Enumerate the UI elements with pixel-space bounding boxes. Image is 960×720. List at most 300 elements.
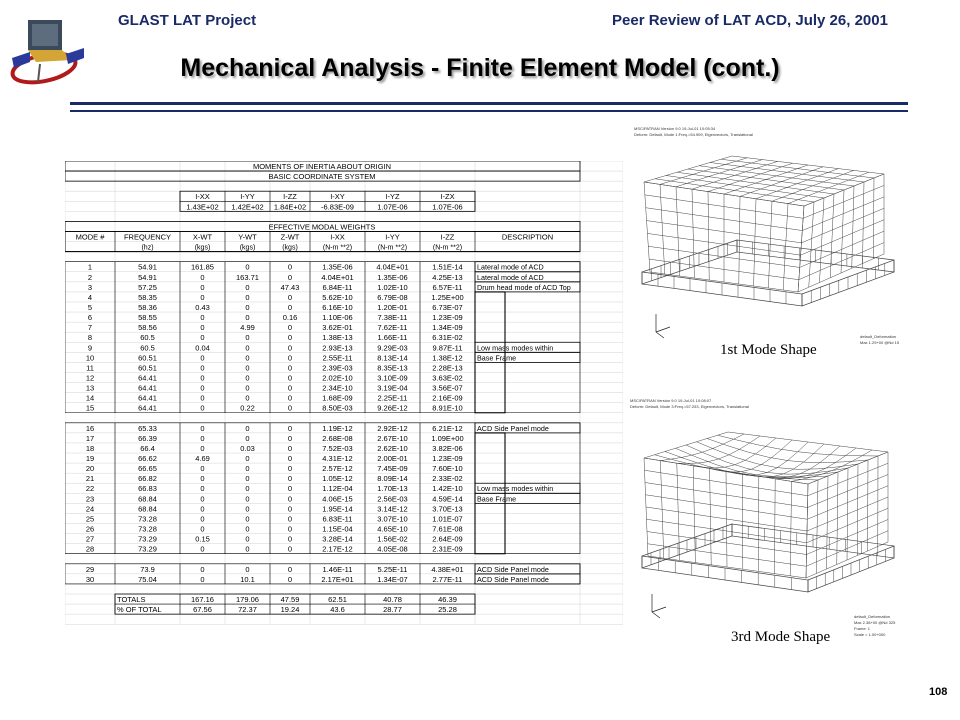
table-cell: 2.25E-11 [377, 393, 408, 403]
mesh-line [676, 187, 680, 276]
inertia-value: 1.07E-06 [377, 202, 408, 212]
table-cell: 7.60E-10 [432, 464, 463, 474]
page-number: 108 [929, 686, 948, 698]
table-cell: 10.1 [240, 574, 255, 584]
table-cell: 0 [287, 433, 293, 443]
figure-legend-text [860, 334, 900, 345]
table-cell: 73.29 [138, 534, 157, 544]
table-cell: 0 [287, 494, 293, 504]
inertia-value: -6.83E-09 [321, 202, 354, 212]
mesh-line [728, 432, 888, 452]
table-cell: 60.51 [138, 363, 157, 373]
table-cell: 2.33E-02 [432, 474, 463, 484]
table-cell: 0 [200, 574, 205, 584]
table-cell: 47.43 [280, 282, 300, 292]
figure-info-text [630, 398, 749, 409]
table-cell: 0 [200, 504, 205, 514]
table-cell: 1.70E-13 [377, 484, 408, 494]
figure-text: Frame: 1 [854, 626, 871, 631]
column-header: Y-WT [238, 232, 257, 242]
mode-number: 15 [85, 403, 95, 413]
description-text: Lateral mode of ACD [477, 272, 544, 282]
mesh-line [707, 439, 868, 463]
table-cell: 0 [245, 302, 250, 312]
table-cell: 0 [245, 464, 250, 474]
description-text: Lateral mode of ACD [477, 262, 544, 272]
table-cell: 0 [245, 484, 250, 494]
table-cell: 66.39 [138, 433, 157, 443]
description-text: ACD Side Panel mode [477, 564, 549, 574]
table-cell: 2.62E-10 [377, 443, 408, 453]
figure-text: Max 2.38+00 @Nd 325 [854, 620, 896, 625]
column-header: I-XX [330, 232, 345, 242]
column-header: I-ZZ [440, 232, 455, 242]
column-header: DESCRIPTION [501, 232, 554, 242]
table-cell: 0 [287, 474, 293, 484]
table-cell: 75.04 [138, 574, 157, 584]
mesh-line [677, 436, 760, 463]
percent-label: % OF TOTAL [117, 605, 162, 615]
fem-mesh [642, 432, 894, 592]
inertia-header: I-ZX [440, 192, 455, 202]
table-cell: 4.65E-10 [377, 524, 408, 534]
table-cell: 1.35E-06 [377, 272, 408, 282]
table-cell: 0 [200, 353, 205, 363]
table-cell: 2.31E-09 [432, 544, 463, 554]
table-cell: 0.43 [195, 302, 210, 312]
mesh-line [660, 434, 744, 461]
percent-value: 67.56 [193, 605, 212, 615]
mode-number: 28 [85, 544, 95, 554]
table-cell: 7.61E-08 [432, 524, 463, 534]
table-cell: 4.04E+01 [321, 272, 354, 282]
figure-caption: 1st Mode Shape [720, 342, 817, 358]
table-cell: 0 [287, 353, 293, 363]
table-cell: 0.16 [282, 313, 298, 323]
table-cell: 73.28 [138, 524, 157, 534]
table-cell: 3.63E-02 [432, 373, 463, 383]
figure-text: Deform: Default, Mode 1:Freq.=54.909, Eigenvectors, Translational [634, 132, 753, 137]
table-cell: 5.25E-11 [377, 564, 408, 574]
table-cell: 3.28E-14 [322, 534, 353, 544]
totals-value: 46.39 [438, 595, 457, 605]
column-unit: (N-m **2) [432, 244, 463, 252]
table-cell: 4.59E-14 [432, 494, 463, 504]
inertia-header: I-XX [195, 192, 210, 202]
mode-number: 10 [85, 353, 95, 363]
title-rule-secondary [70, 110, 908, 112]
percent-value: 19.24 [280, 605, 300, 615]
mode-number: 13 [85, 383, 95, 393]
mesh-line [718, 435, 879, 456]
table-cell: 1.38E-12 [432, 353, 463, 363]
table-cell: 0 [200, 494, 205, 504]
mesh-line [798, 254, 884, 292]
table-cell: 0 [200, 323, 205, 333]
table-cell: 0.03 [240, 443, 255, 453]
table-cell: 0 [287, 504, 293, 514]
figure-text: MSC/PATRAN Version 9.0 19-Jul-01 10:08:07 [630, 398, 712, 403]
inertia-value: 1.42E+02 [231, 202, 264, 212]
table-cell: 0 [287, 564, 293, 574]
column-unit: (N-m **2) [322, 244, 353, 252]
column-unit: (kgs) [239, 244, 256, 252]
table-cell: 68.84 [138, 494, 157, 504]
mode-number: 18 [85, 443, 95, 453]
table-cell: 7.62E-11 [377, 323, 408, 333]
table-cell: 4.69 [195, 454, 210, 464]
mode-number: 30 [85, 574, 95, 584]
table-cell: 64.41 [138, 393, 157, 403]
table-cell: 1.38E-13 [322, 333, 353, 343]
table-cell: 6.79E-08 [377, 292, 408, 302]
table-cell: 0 [200, 484, 205, 494]
table-cell: 0 [287, 262, 293, 272]
mode-number: 8 [87, 333, 93, 343]
description-text: Low mass modes within [477, 484, 554, 494]
table-cell: 4.25E-13 [432, 272, 463, 282]
table-cell: 0 [200, 474, 205, 484]
table-cell: 0 [287, 484, 293, 494]
table-cell: 0 [200, 423, 205, 433]
table-cell: 1.19E-12 [322, 423, 353, 433]
mode-number: 6 [87, 313, 93, 323]
table-cell: 1.01E-07 [432, 514, 463, 524]
table-cell: 1.35E-06 [322, 262, 353, 272]
table-cell: 9.26E-12 [377, 403, 408, 413]
table-cell: 73.28 [138, 514, 157, 524]
table-cell: 2.17E-12 [322, 544, 353, 554]
column-unit: (kgs) [282, 244, 298, 252]
table-cell: 1.25E+00 [431, 292, 464, 302]
table-cell: 1.09E+00 [431, 433, 464, 443]
mesh-line [873, 178, 874, 259]
column-header: FREQUENCY [123, 232, 172, 242]
table-cell: 0 [200, 564, 205, 574]
table-cell: 66.82 [138, 474, 157, 484]
table-cell: 0.22 [240, 403, 255, 413]
inertia-header: I-YZ [385, 192, 400, 202]
table-cell: 0 [245, 333, 250, 343]
mode-number: 19 [85, 454, 95, 464]
table-cell: 0 [200, 313, 205, 323]
table-cell: 1.23E-09 [432, 313, 463, 323]
table-cell: 8.35E-13 [377, 363, 408, 373]
table-cell: 2.67E-10 [377, 433, 408, 443]
figure-text: default_Deformation [854, 614, 891, 619]
table-cell: 0 [245, 262, 250, 272]
table-cell: 0 [287, 383, 293, 393]
table-cell: 0 [245, 433, 250, 443]
inertia-header: I-YY [240, 192, 255, 202]
totals-value: 62.51 [328, 595, 347, 605]
table-cell: 2.56E-03 [377, 494, 408, 504]
mode-number: 11 [86, 363, 94, 373]
table-cell: 0 [287, 393, 293, 403]
table-cell: 73.29 [138, 544, 157, 554]
table-cell: 6.21E-12 [432, 423, 463, 433]
table-cell: 0 [245, 544, 250, 554]
modal-weights-table [65, 161, 623, 631]
description-text: Base Frame [477, 353, 517, 363]
table-cell: 3.56E-07 [432, 383, 463, 393]
table-cell: 2.02E-10 [322, 373, 353, 383]
table-cell: 8.09E-14 [377, 474, 408, 484]
table-cell: 6.31E-02 [432, 333, 463, 343]
table-cell: 0 [200, 443, 205, 453]
table-cell: 3.07E-10 [377, 514, 408, 524]
table-cell: 0 [200, 292, 205, 302]
mesh-line [655, 179, 814, 202]
table-cell: 0 [287, 323, 293, 333]
table-cell: 1.10E-06 [322, 313, 353, 323]
table-cell: 0 [245, 423, 250, 433]
figure-text: Max 1.29+00 @Nd 15 [860, 340, 900, 345]
axis-triad-icon [656, 314, 670, 338]
table-cell: 64.41 [138, 373, 157, 383]
table-cell: 0 [245, 282, 250, 292]
table-cell: 0 [287, 363, 293, 373]
table-cell: 54.91 [138, 262, 157, 272]
mesh-line [742, 444, 824, 477]
table-cell: 0.15 [195, 534, 210, 544]
mode-shape-1-figure [622, 122, 912, 354]
table-cell: 68.84 [138, 504, 157, 514]
mesh-line [732, 156, 884, 174]
table-cell: 6.57E-11 [432, 282, 463, 292]
table-cell: 1.95E-14 [322, 504, 353, 514]
table-cell: 1.15E-04 [322, 524, 353, 534]
figure-info-text [634, 126, 753, 137]
percent-value: 72.37 [238, 605, 257, 615]
table-cell: 0 [200, 464, 205, 474]
table-cell: 2.16E-09 [432, 393, 463, 403]
table-cell: 0 [287, 524, 293, 534]
table-cell: 4.99 [240, 323, 255, 333]
mode-number: 22 [85, 484, 95, 494]
table-cell: 0 [200, 282, 205, 292]
table-cell: 0 [245, 292, 250, 302]
table-cell: 4.06E-15 [322, 494, 353, 504]
table-cell: 1.05E-12 [322, 474, 353, 484]
inertia-value: 1.07E-06 [432, 202, 463, 212]
table-cell: 1.68E-09 [322, 393, 353, 403]
table-cell: 1.42E-10 [432, 484, 463, 494]
table-cell: 54.91 [138, 272, 157, 282]
mode-number: 20 [85, 464, 95, 474]
table-subtitle: BASIC COORDINATE SYSTEM [268, 172, 376, 182]
table-cell: 0 [200, 393, 205, 403]
table-cell: 1.51E-14 [432, 262, 463, 272]
table-cell: 3.14E-12 [377, 504, 408, 514]
mesh-line [804, 174, 884, 206]
table-cell: 0 [245, 393, 250, 403]
slide-title: Mechanical Analysis - Finite Element Model (cont.) [180, 54, 780, 82]
table-cell: 58.35 [138, 292, 157, 302]
table-cell: 58.55 [138, 313, 157, 323]
table-cell: 3.62E-01 [322, 323, 353, 333]
mode-number: 29 [85, 564, 95, 574]
table-cell: 0 [245, 373, 250, 383]
table-cell: 2.17E+01 [321, 574, 354, 584]
table-cell: 0 [245, 353, 250, 363]
table-cell: 0 [287, 423, 293, 433]
table-cell: 0 [245, 534, 250, 544]
table-cell: 0 [200, 363, 205, 373]
table-cell: 3.10E-09 [377, 373, 408, 383]
percent-value: 25.28 [438, 605, 457, 615]
table-cell: 0 [245, 363, 250, 373]
mode-number: 16 [85, 423, 95, 433]
totals-value: 40.78 [383, 595, 402, 605]
table-cell: 6.16E-10 [322, 302, 353, 312]
table-cell: 0 [287, 302, 293, 312]
project-name: GLAST LAT Project [118, 12, 257, 29]
table-cell: 7.38E-11 [377, 313, 408, 323]
mode-number: 24 [85, 504, 95, 514]
table-cell: 2.68E-08 [322, 433, 353, 443]
inertia-header: I-ZZ [283, 192, 297, 202]
table-cell: 60.51 [138, 353, 157, 363]
percent-value: 43.6 [330, 605, 345, 615]
table-cell: 0 [245, 524, 250, 534]
table-cell: 0 [287, 373, 293, 383]
figure-text: Deform: Default, Mode 3:Freq.=57.253, Eigenvectors, Translational [630, 404, 749, 409]
description-text: Low mass modes within [477, 343, 554, 353]
table-cell: 1.20E-01 [377, 302, 408, 312]
column-header: X-WT [192, 232, 213, 242]
table-cell: 66.83 [138, 484, 157, 494]
table-cell: 58.36 [138, 302, 157, 312]
column-header: MODE # [75, 232, 105, 242]
table-cell: 0 [245, 383, 250, 393]
table-cell: 1.66E-11 [377, 333, 408, 343]
table-cell: 6.83E-11 [322, 514, 353, 524]
mode-number: 27 [85, 534, 95, 544]
table-cell: 4.31E-12 [322, 454, 353, 464]
fem-mesh [642, 156, 894, 306]
mesh-line [693, 438, 776, 468]
mode-number: 12 [85, 373, 95, 383]
table-cell: 0 [245, 564, 250, 574]
mode-number: 17 [85, 433, 95, 443]
table-cell: 0 [287, 272, 293, 282]
mode-number: 5 [87, 302, 93, 312]
table-cell: 7.45E-09 [377, 464, 408, 474]
table-cell: 2.57E-12 [322, 464, 353, 474]
table-cell: 0 [287, 403, 293, 413]
description-text: Base Frame [477, 494, 517, 504]
mode-number: 2 [87, 272, 93, 282]
table-cell: 1.02E-10 [377, 282, 408, 292]
mesh-line [798, 206, 804, 292]
table-cell: 0 [287, 443, 293, 453]
table-cell: 0.04 [195, 343, 210, 353]
inertia-header: I-XY [330, 192, 345, 202]
table-cell: 4.38E+01 [431, 564, 464, 574]
table-cell: 0 [245, 454, 250, 464]
table-cell: 1.12E-04 [322, 484, 353, 494]
mode-shape-3-figure [622, 396, 912, 651]
table-cell: 9.87E-11 [432, 343, 463, 353]
table-cell: 1.23E-09 [432, 454, 463, 464]
table-cell: 0 [245, 474, 250, 484]
column-unit: (hz) [141, 244, 154, 252]
totals-value: 179.06 [236, 595, 259, 605]
table-cell: 0 [200, 272, 205, 282]
mesh-line [726, 442, 808, 475]
table-cell: 0 [287, 464, 293, 474]
table-cell: 0 [200, 403, 205, 413]
table-cell: 3.70E-13 [432, 504, 463, 514]
table-cell: 0 [200, 383, 205, 393]
mesh-line [801, 220, 884, 255]
table-cell: 2.64E-09 [432, 534, 463, 544]
table-cell: 0 [200, 433, 205, 443]
table-cell: 66.62 [138, 454, 157, 464]
mode-number: 23 [85, 494, 95, 504]
table-title: MOMENTS OF INERTIA ABOUT ORIGIN [252, 162, 392, 171]
table-cell: 2.93E-13 [322, 343, 353, 353]
table-cell: 2.92E-12 [377, 423, 408, 433]
description-text: ACD Side Panel mode [477, 423, 549, 433]
totals-value: 47.59 [280, 595, 300, 605]
description-text: ACD Side Panel mode [477, 574, 549, 584]
table-cell: 65.33 [138, 423, 157, 433]
table-cell: 0 [287, 292, 293, 302]
column-unit: (kgs) [194, 244, 211, 252]
table-cell: 58.56 [138, 323, 157, 333]
mesh-line [708, 192, 709, 280]
column-header: I-YY [385, 232, 400, 242]
table-cell: 2.00E-01 [377, 454, 408, 464]
mode-number: 1 [87, 262, 93, 272]
table-cell: 3.82E-06 [432, 443, 463, 453]
mesh-line [697, 442, 859, 470]
table-cell: 0 [200, 524, 205, 534]
section-title: EFFECTIVE MODAL WEIGHTS [268, 222, 376, 232]
mesh-line [799, 243, 884, 280]
table-cell: 66.4 [140, 443, 155, 453]
figure-caption: 3rd Mode Shape [731, 629, 831, 645]
table-cell: 8.50E-03 [322, 403, 353, 413]
figure-legend-text [854, 614, 896, 637]
review-title: Peer Review of LAT ACD, July 26, 2001 [612, 12, 888, 29]
table-cell: 2.28E-13 [432, 363, 463, 373]
table-cell: 66.65 [138, 464, 157, 474]
description-text: Drum head mode of ACD Top [477, 282, 571, 292]
table-cell: 6.73E-07 [432, 302, 463, 312]
mesh-line [655, 455, 819, 480]
table-cell: 0 [245, 504, 250, 514]
table-cell: 0 [245, 514, 250, 524]
mode-number: 3 [87, 282, 93, 292]
table-cell: 1.46E-11 [322, 564, 353, 574]
table-cell: 1.56E-02 [377, 534, 408, 544]
figure-text: Scale = 1.00+000 [854, 632, 886, 637]
mode-number: 21 [85, 474, 95, 484]
table-cell: 0 [245, 343, 250, 353]
table-cell: 0 [200, 373, 205, 383]
inertia-value: 1.43E+02 [186, 202, 219, 212]
table-cell: 3.19E-04 [377, 383, 408, 393]
table-cell: 2.77E-11 [432, 574, 463, 584]
table-cell: 0 [287, 514, 293, 524]
mode-number: 7 [87, 323, 93, 333]
table-cell: 4.05E-08 [377, 544, 408, 554]
table-cell: 0 [287, 343, 293, 353]
mode-number: 14 [85, 393, 95, 403]
